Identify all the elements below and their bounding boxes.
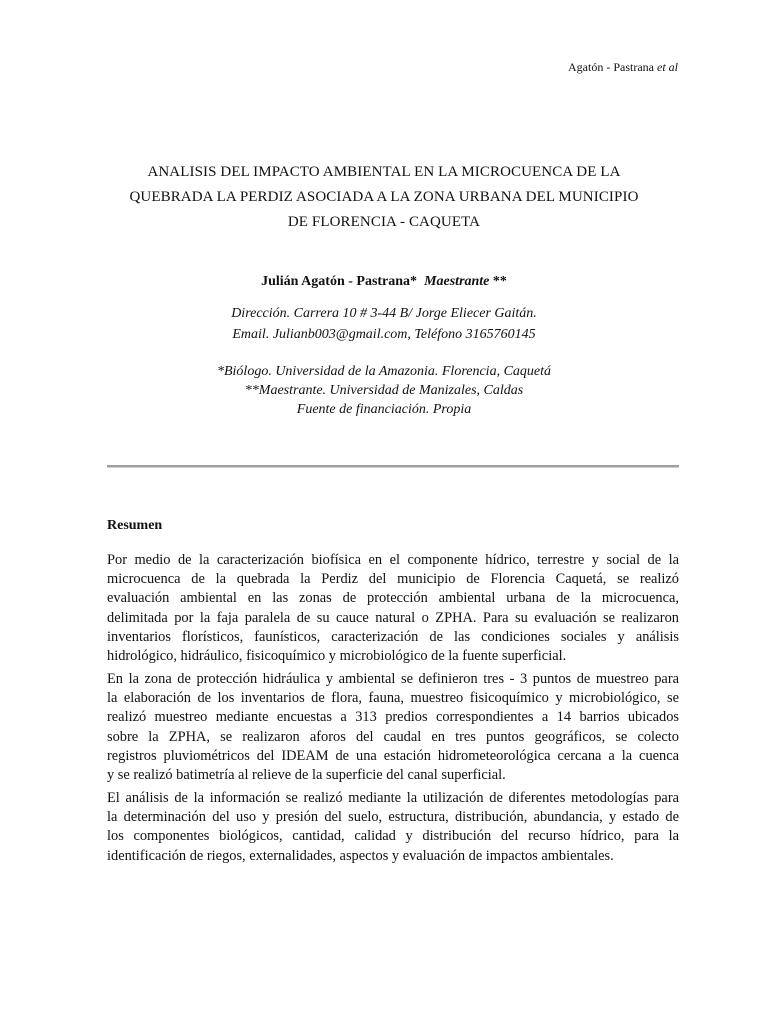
- affiliation-line: *Biólogo. Universidad de la Amazonia. Florencia, Caquetá: [216, 364, 552, 379]
- text-line: la determinación del uso y presión del suelo, estructura, distribución, abundancia, y estado de: [107, 809, 679, 826]
- text-line: inventarios florísticos, faunísticos, caracterización de las condiciones sociales y análisis: [107, 628, 679, 645]
- running-header: [568, 60, 678, 75]
- contact-address: Dirección. Carrera 10 # 3-44 B/ Jorge Eliecer Gaitán.: [231, 306, 537, 321]
- abstract-paragraph: [107, 789, 679, 866]
- author-main: Julián Agatón - Pastrana*: [261, 274, 418, 289]
- text-line: realizó muestreo mediante encuestas a 313 predios correspondientes a 14 barrios ubicados: [107, 709, 679, 726]
- contact-email: Email. Julianb003@gmail.com, Teléfono 3165760145: [232, 327, 536, 342]
- paper-title: [100, 160, 668, 235]
- affiliation-line: **Maestrante. Universidad de Manizales, Caldas: [244, 383, 524, 398]
- text-line: hidrológico, hidráulico, fisicoquímico y microbiológico de la fuente superficial.: [107, 648, 567, 665]
- title-line: QUEBRADA LA PERDIZ ASOCIADA A LA ZONA URBANA DEL MUNICIPIO: [129, 189, 639, 205]
- horizontal-rule: [107, 465, 679, 468]
- text-line: registros pluviométricos del IDEAM de una estación hidrometeorológica cercana a la cuenca: [107, 747, 679, 764]
- author-second: Maestrante: [424, 274, 490, 289]
- abstract-paragraph: [107, 551, 679, 666]
- text-line: Por medio de la caracterización biofísica en el componente hídrico, terrestre y social de la: [107, 552, 679, 568]
- title-line: DE FLORENCIA - CAQUETA: [287, 214, 481, 230]
- text-line: En la zona de protección hidráulica y ambiental se definieron tres - 3 puntos de muestreo para: [107, 671, 679, 687]
- running-header-authors: Agatón - Pastrana: [568, 60, 654, 74]
- abstract-paragraph: [107, 670, 679, 785]
- text-line: los componentes biológicos, cantidad, calidad y distribución del recurso hídrico, para la: [107, 828, 679, 845]
- text-line: delimitada por la faja paralela de su cauce natural o ZPHA. Para su evaluación se realizaron: [107, 609, 679, 626]
- text-line: El análisis de la información se realizó mediante la utilización de diferentes metodologías para: [107, 790, 679, 806]
- text-line: identificación de riegos, externalidades, aspectos y evaluación de impactos ambientales.: [107, 847, 614, 864]
- text-line: microcuenca de la quebrada la Perdiz del municipio de Florencia Caquetá, se realizó: [107, 571, 679, 588]
- running-header-etal: et al: [657, 60, 678, 74]
- author-second-mark: **: [492, 274, 507, 289]
- text-line: y se realizó batimetría al relieve de la superficie del canal superficial.: [107, 767, 506, 784]
- section-heading-resumen: Resumen: [107, 518, 163, 533]
- text-line: la elaboración de los inventarios de flora, fauna, muestreo fisicoquímico y microbiológico, se: [107, 690, 679, 707]
- author-line: [100, 274, 668, 290]
- funding-line: Fuente de financiación. Propia: [296, 402, 472, 417]
- text-line: evaluación ambiental en las zonas de protección ambiental urbana de la microcuenca,: [107, 590, 679, 607]
- contact-info: [100, 303, 668, 345]
- title-line: ANALISIS DEL IMPACTO AMBIENTAL EN LA MICROCUENCA DE LA: [147, 164, 621, 180]
- text-line: sobre la ZPHA, se realizaron aforos del caudal en tres puntos geográficos, se colecto: [107, 728, 679, 745]
- affiliations: [100, 362, 668, 419]
